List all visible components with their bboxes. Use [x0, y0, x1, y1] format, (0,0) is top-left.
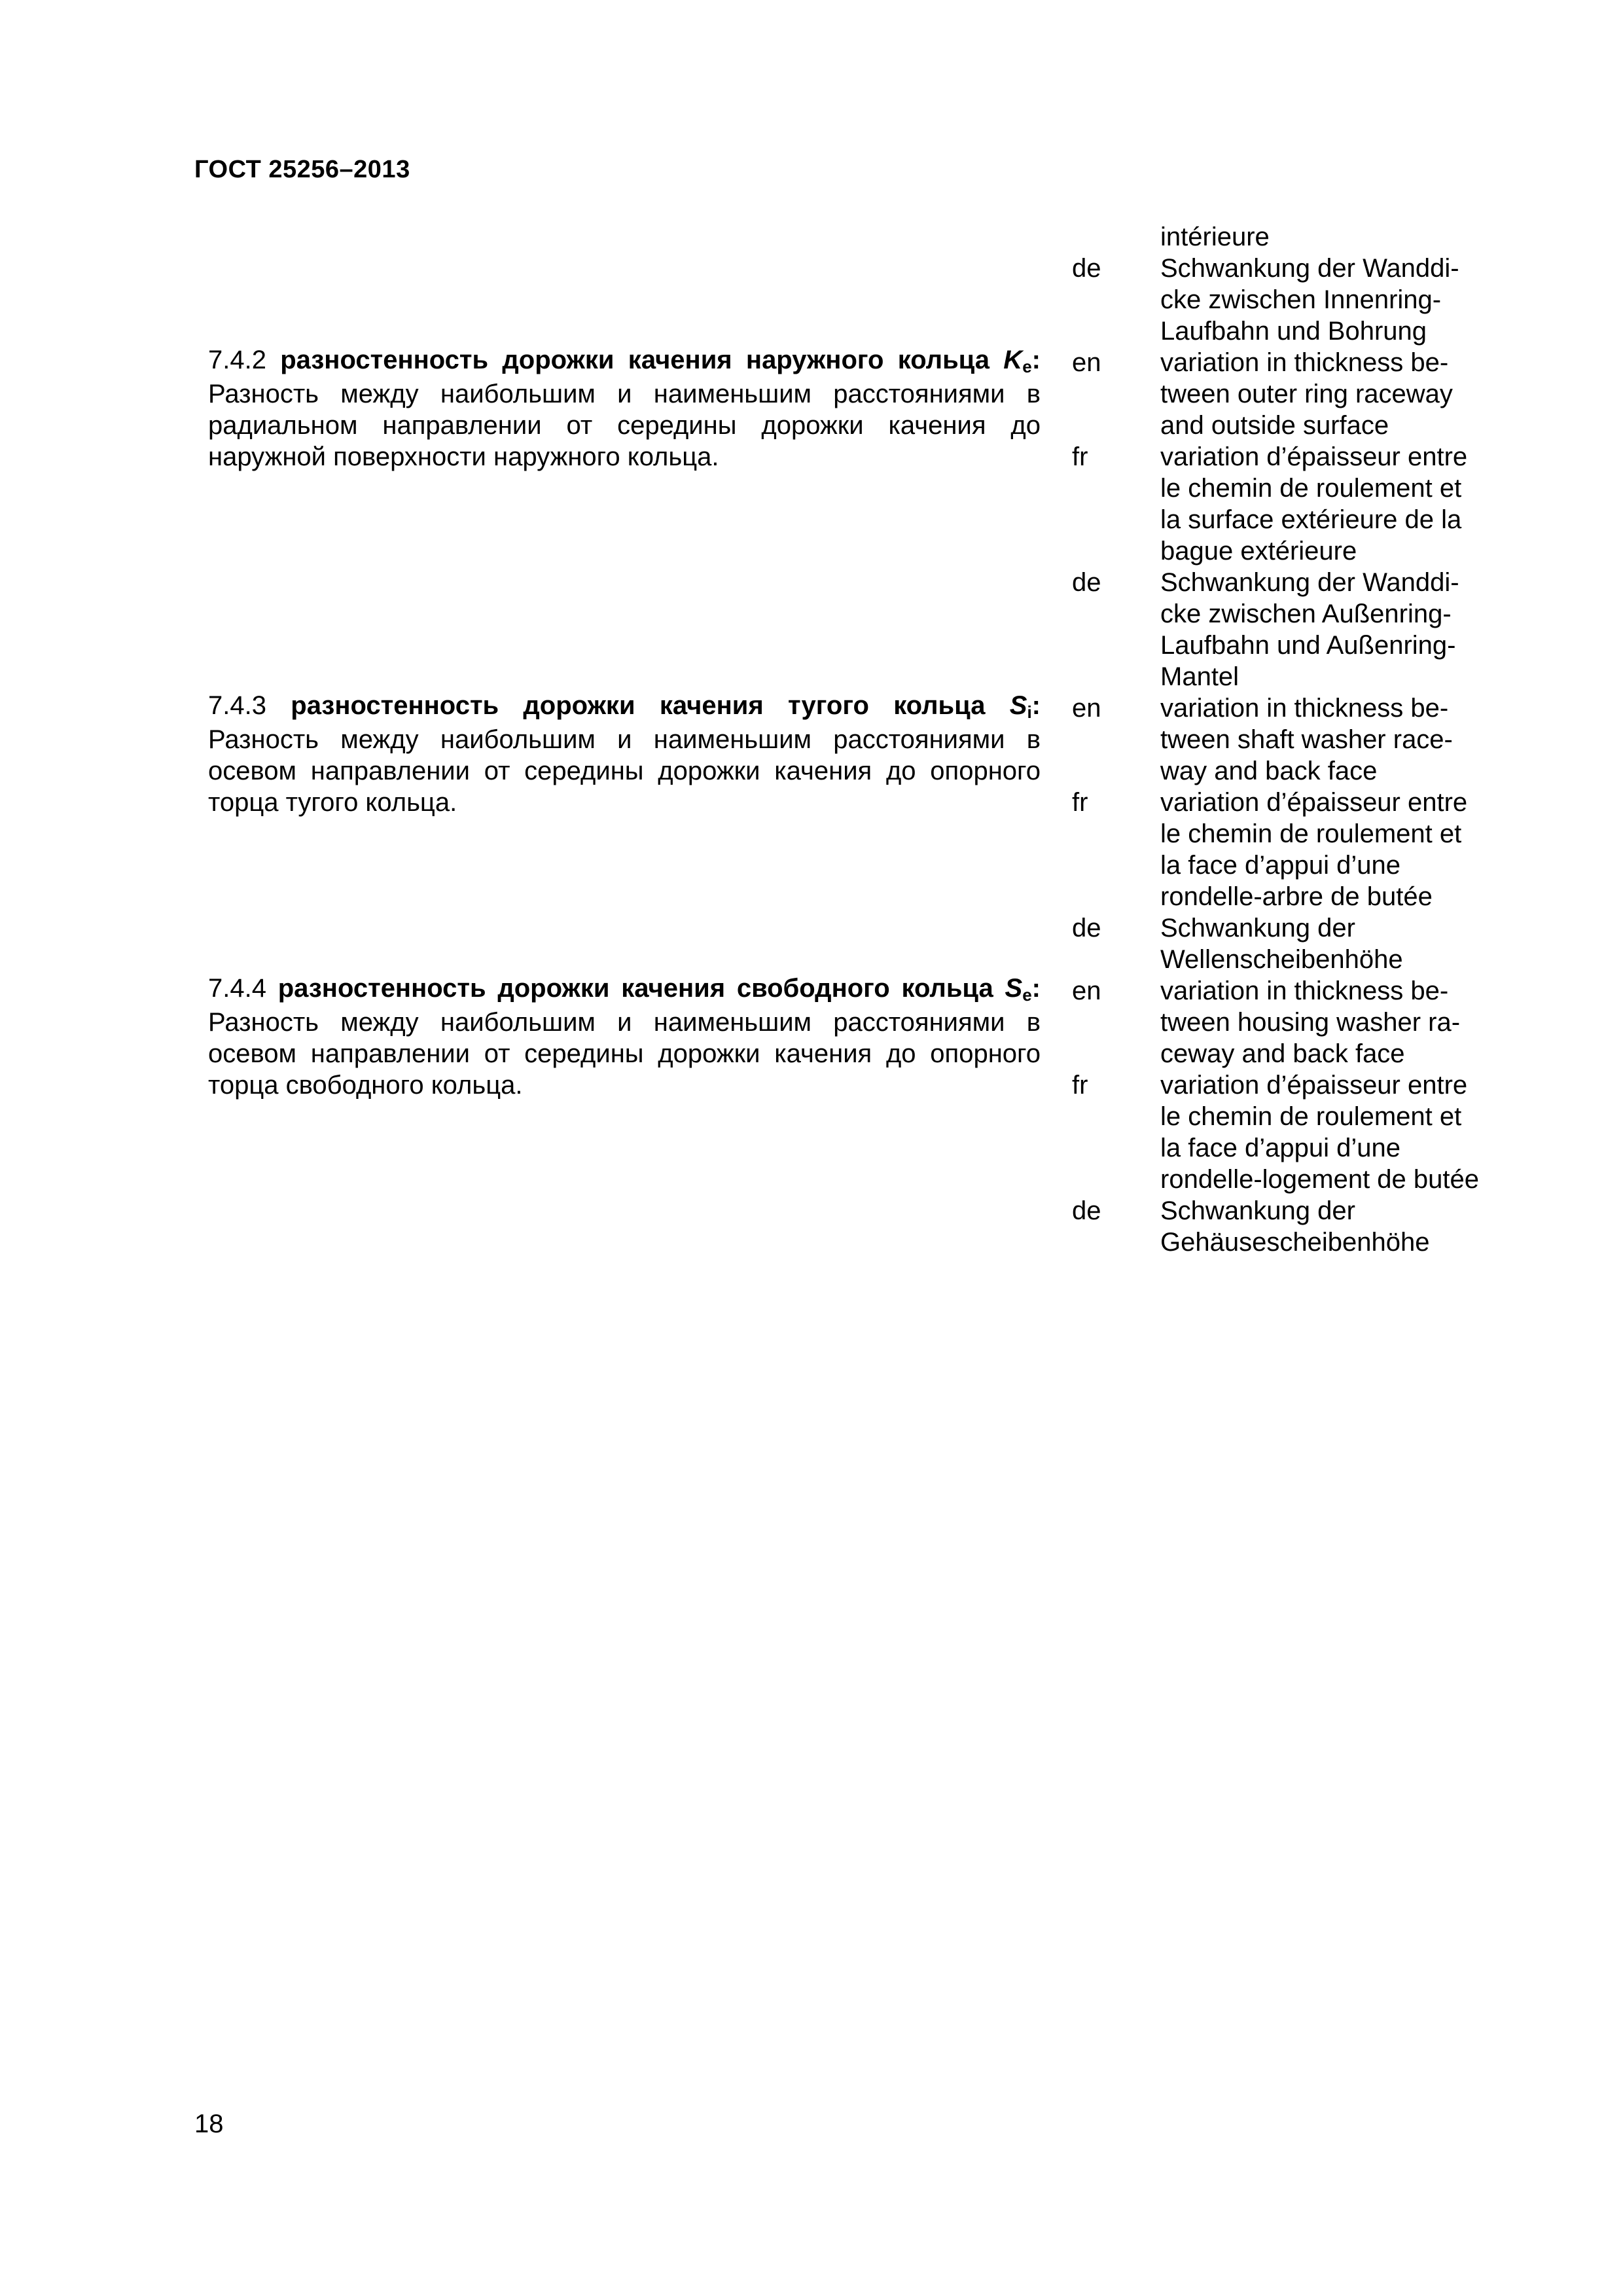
translation-line: la face d’appui d’une: [1160, 851, 1400, 880]
translation-line: la face d’appui d’une: [1160, 1134, 1400, 1162]
translation-line: rondelle-arbre de butée: [1160, 882, 1433, 911]
language-code: fr: [1072, 442, 1088, 471]
language-code: en: [1072, 694, 1101, 723]
translation-line: variation in thickness be-: [1160, 348, 1449, 377]
translation-line: Laufbahn und Bohrung: [1160, 317, 1427, 346]
definition-number: 7.4.2: [208, 346, 266, 374]
translation-line: tween outer ring raceway: [1160, 380, 1453, 408]
language-code: de: [1072, 1196, 1101, 1225]
language-code: fr: [1072, 1071, 1088, 1100]
translation-line: Schwankung der Wanddi-: [1160, 568, 1459, 597]
translation-line: Gehäusescheibenhöhe: [1160, 1228, 1430, 1257]
translation-line: rondelle-logement de butée: [1160, 1165, 1480, 1194]
language-code: de: [1072, 254, 1101, 283]
translation-line: Schwankung der Wanddi-: [1160, 254, 1459, 283]
definition-symbol: $S_e$: [1005, 974, 1032, 1005]
language-code: en: [1072, 348, 1101, 377]
page-number: 18: [194, 2109, 224, 2138]
translation-line: variation d’épaisseur entre: [1160, 442, 1468, 471]
translation-line: variation in thickness be-: [1160, 694, 1449, 723]
definition-number: 7.4.3: [208, 691, 266, 720]
translation-line: le chemin de roulement et: [1160, 474, 1462, 503]
definition-text: Разность между наибольшим и наименьшим расстояниями в осевом направлении от середины дорожки качения до опорного торца свободного кольца.: [208, 1008, 1041, 1100]
definition-symbol: $S_i$: [1009, 691, 1032, 722]
definition-term: разностенность дорожки качения наружного кольца: [280, 346, 990, 374]
translation-line: intérieure: [1160, 223, 1270, 251]
language-code: de: [1072, 568, 1101, 597]
translation-line: Schwankung der: [1160, 914, 1355, 942]
translation-line: and outside surface: [1160, 411, 1389, 440]
translation-line: Mantel: [1160, 662, 1240, 691]
definition-term: разностенность дорожки качения свободного кольца: [277, 974, 993, 1003]
translation-line: ceway and back face: [1160, 1039, 1405, 1068]
translation-line: Laufbahn und Außenring-: [1160, 631, 1456, 660]
translation-line: cke zwischen Außenring-: [1160, 600, 1452, 628]
language-code: en: [1072, 977, 1101, 1005]
translation-line: le chemin de roulement et: [1160, 819, 1462, 848]
translation-line: variation in thickness be-: [1160, 977, 1449, 1005]
definition-7-4-2: 7.4.2 разностенность дорожки качения наружного кольца $K_e$: Разность между наибольшим и наименьшим расстояниями в радиальном направлении от середины дорожки качения до наружной поверхности наружного кольца.: [208, 346, 1041, 471]
translation-line: variation d’épaisseur entre: [1160, 788, 1468, 817]
definition-text: Разность между наибольшим и наименьшим расстояниями в осевом направлении от середины дорожки качения до опорного торца тугого кольца.: [208, 725, 1041, 817]
translation-line: Wellenscheibenhöhe: [1160, 945, 1403, 974]
definition-7-4-4: 7.4.4 разностенность дорожки качения свободного кольца $S_e$: Разность между наибольшим и наименьшим расстояниями в осевом направлении от середины дорожки качения до опорного торца свободного кольца.: [208, 974, 1041, 1100]
document-header: ГОСТ 25256–2013: [194, 156, 410, 183]
translation-line: la surface extérieure de la: [1160, 505, 1462, 534]
definition-text: Разность между наибольшим и наименьшим расстояниями в радиальном направлении от середины дорожки качения до наружной поверхности наружного кольца.: [208, 380, 1041, 471]
translation-line: le chemin de roulement et: [1160, 1102, 1462, 1131]
translation-line: tween housing washer ra-: [1160, 1008, 1461, 1037]
translation-line: tween shaft washer race-: [1160, 725, 1453, 754]
definition-term: разностенность дорожки качения тугого кольца: [291, 691, 986, 720]
translation-line: bague extérieure: [1160, 537, 1357, 565]
definition-symbol: $K_e$: [1003, 346, 1032, 376]
translation-line: Schwankung der: [1160, 1196, 1355, 1225]
translation-line: way and back face: [1160, 757, 1378, 785]
language-code: de: [1072, 914, 1101, 942]
definition-number: 7.4.4: [208, 974, 266, 1003]
translation-line: variation d’épaisseur entre: [1160, 1071, 1468, 1100]
translation-line: cke zwischen Innenring-: [1160, 285, 1442, 314]
definition-7-4-3: 7.4.3 разностенность дорожки качения тугого кольца $S_i$: Разность между наибольшим и наименьшим расстояниями в осевом направлении от середины дорожки качения до опорного торца тугого кольца.: [208, 691, 1041, 817]
language-code: fr: [1072, 788, 1088, 817]
